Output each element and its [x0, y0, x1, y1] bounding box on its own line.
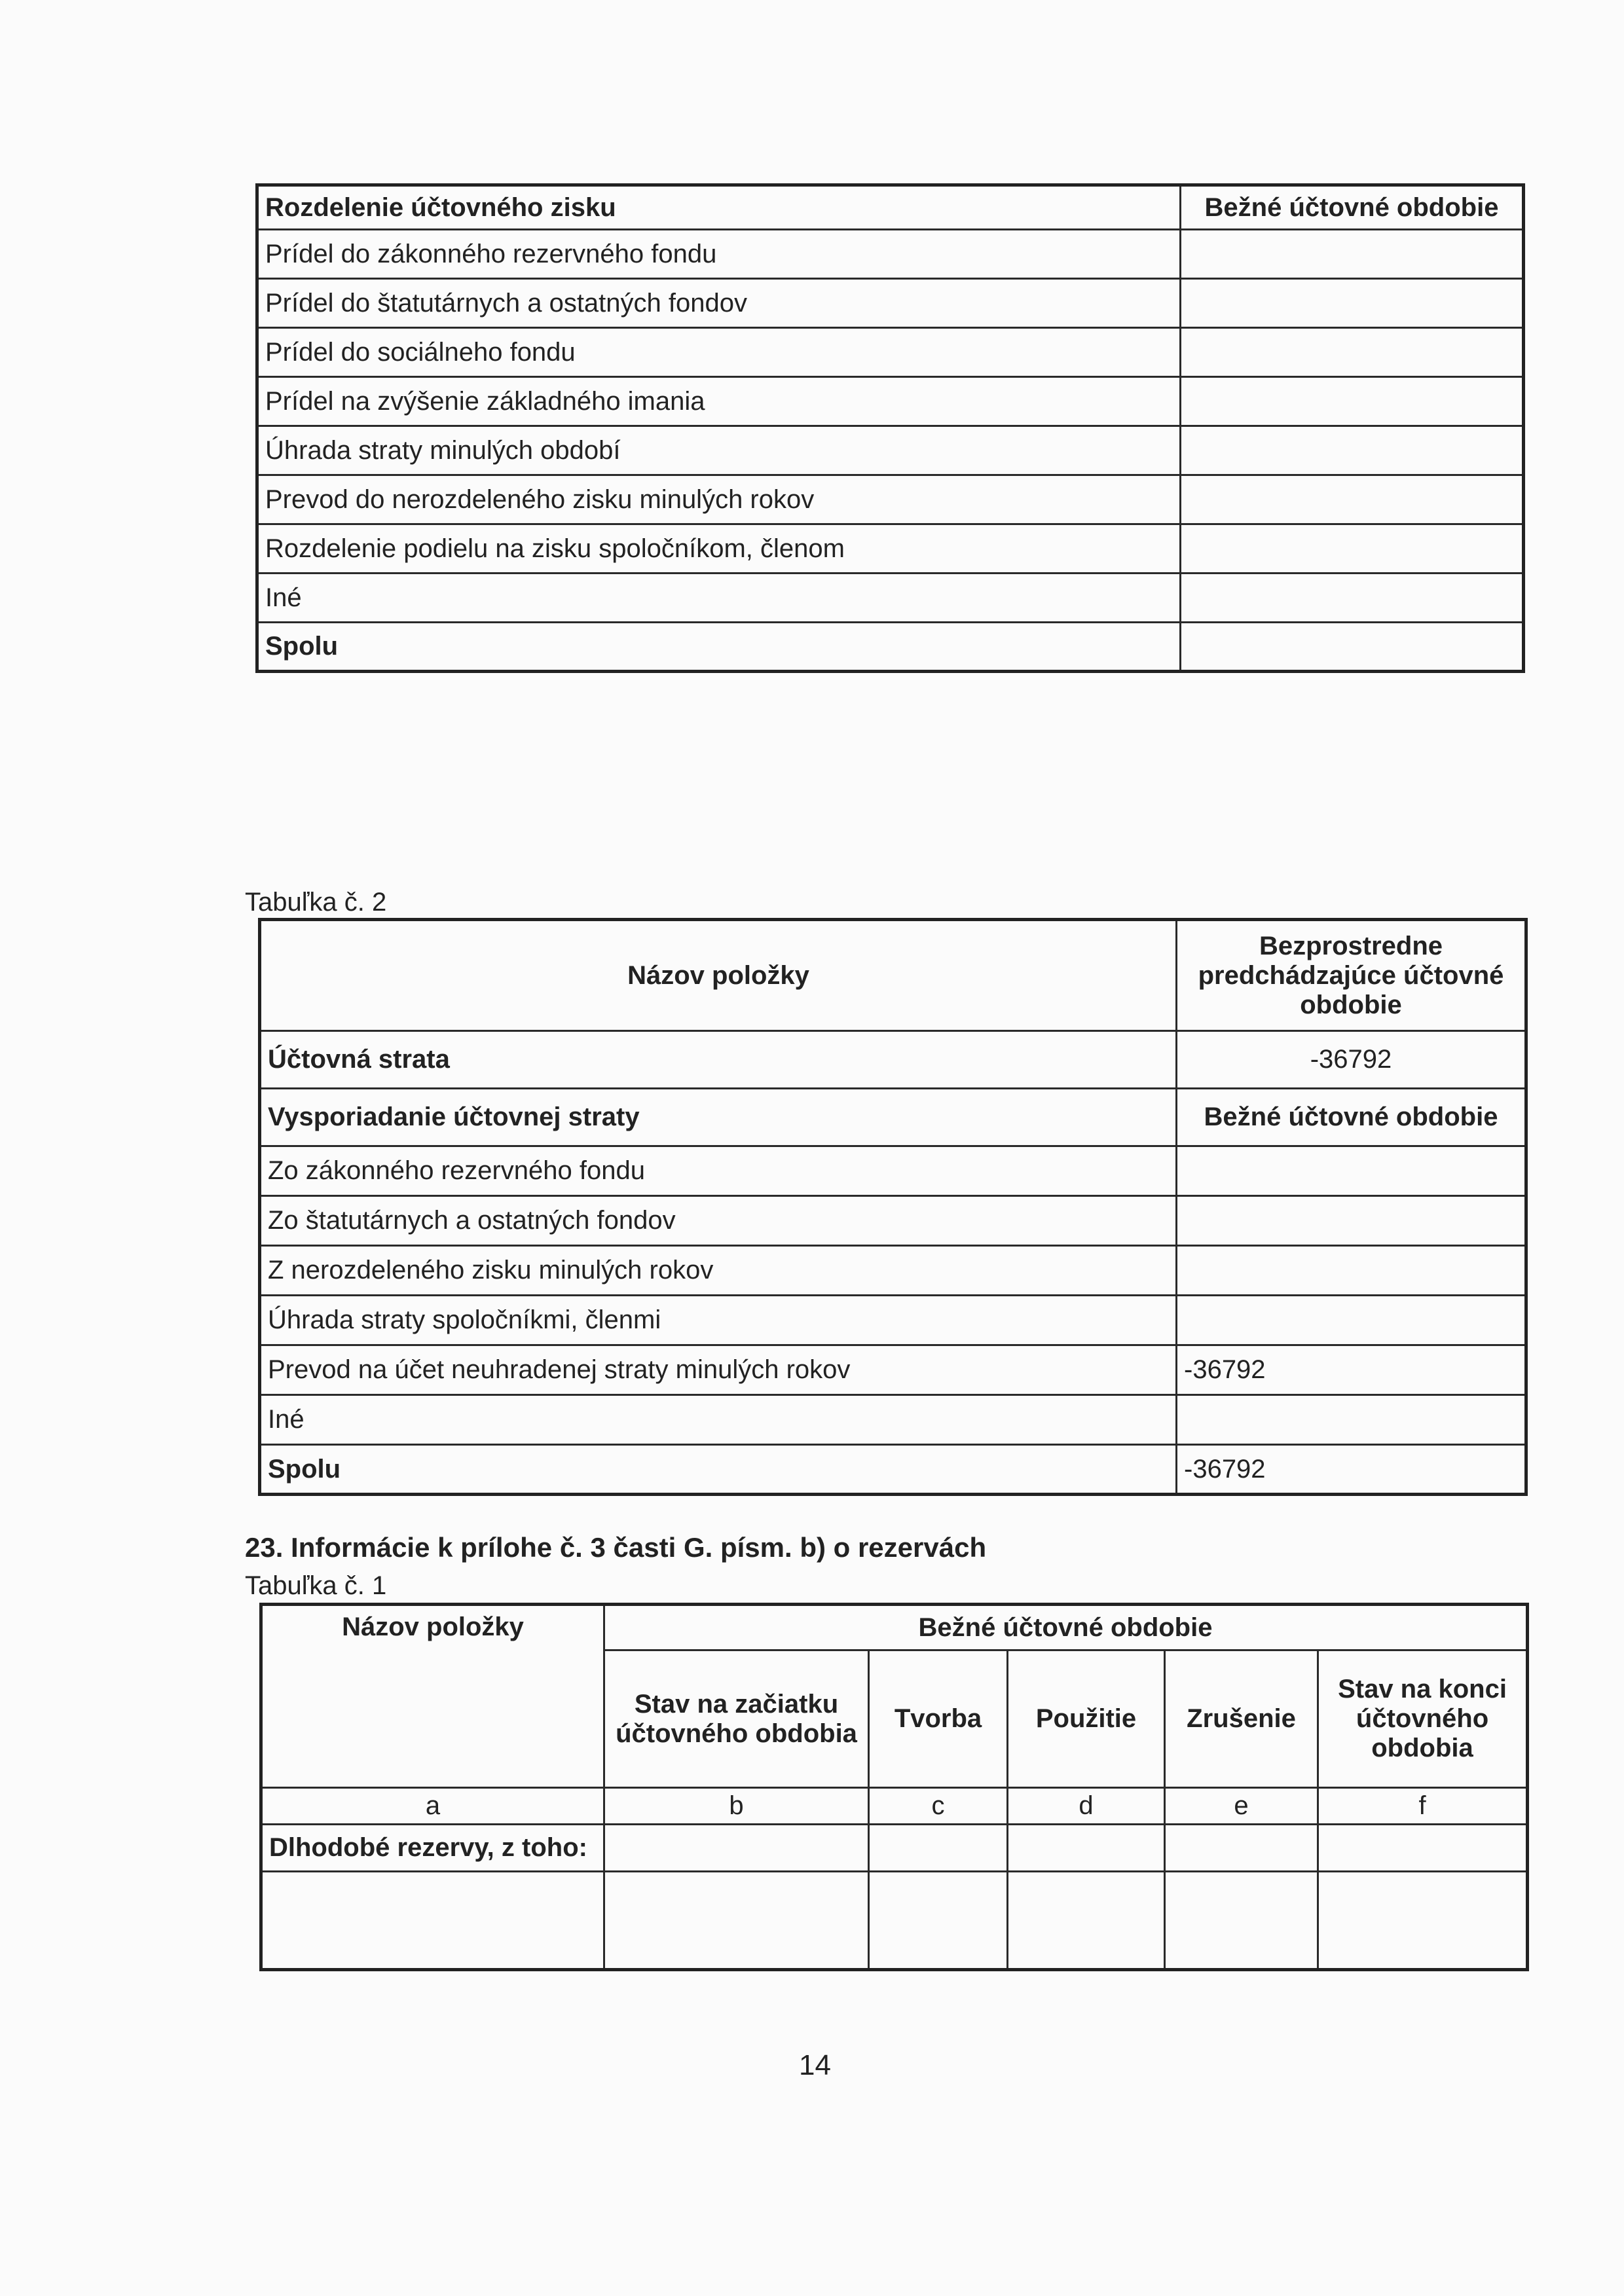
t3-col-end: Stav na konci účtovného obdobia	[1318, 1650, 1528, 1788]
t2-row-value	[1177, 1246, 1526, 1296]
t3-col-start: Stav na začiatku účtovného obdobia	[604, 1650, 869, 1788]
t3-cell	[1318, 1825, 1528, 1872]
t2-loss-value: -36792	[1177, 1031, 1526, 1089]
t2-row-label: Iné	[260, 1395, 1177, 1445]
t3-cell	[1318, 1872, 1528, 1970]
t3-cell	[1165, 1872, 1318, 1970]
t3-cell	[604, 1825, 869, 1872]
t2-row-value	[1177, 1296, 1526, 1345]
t2-row-value: -36792	[1177, 1345, 1526, 1395]
t1-total-label: Spolu	[257, 623, 1181, 672]
t1-row-value	[1181, 377, 1524, 426]
t1-row-label: Prídel do sociálneho fondu	[257, 328, 1181, 377]
t2-row-value	[1177, 1196, 1526, 1246]
t1-row-value	[1181, 328, 1524, 377]
section-23-title: 23. Informácie k prílohe č. 3 časti G. písm. b) o rezervách	[245, 1532, 987, 1563]
t2-row-label: Zo štatutárnych a ostatných fondov	[260, 1196, 1177, 1246]
t1-row-label: Rozdelenie podielu na zisku spoločníkom, členom	[257, 524, 1181, 574]
t1-header-left: Rozdelenie účtovného zisku	[257, 185, 1181, 230]
t3-cell	[1008, 1872, 1165, 1970]
t3-col-cancel: Zrušenie	[1165, 1650, 1318, 1788]
t3-cell	[261, 1872, 604, 1970]
t2-row-value	[1177, 1146, 1526, 1196]
profit-distribution-table	[255, 183, 1525, 673]
reserves-table	[259, 1603, 1529, 1971]
t1-row-label: Iné	[257, 574, 1181, 623]
t3-period-header: Bežné účtovné obdobie	[604, 1605, 1528, 1650]
t2-row-label: Úhrada straty spoločníkmi, členmi	[260, 1296, 1177, 1345]
t3-letter: b	[604, 1788, 869, 1825]
t1-row-value	[1181, 524, 1524, 574]
table3-caption: Tabuľka č. 1	[245, 1571, 387, 1600]
t3-letter: d	[1008, 1788, 1165, 1825]
t1-row-value	[1181, 279, 1524, 328]
t1-row-label: Prevod do nerozdeleného zisku minulých rokov	[257, 475, 1181, 524]
t2-prev-period-header: Bezprostredne predchádzajúce účtovné obdobie	[1177, 920, 1526, 1031]
t1-row-label: Úhrada straty minulých období	[257, 426, 1181, 475]
t3-row-label: Dlhodobé rezervy, z toho:	[261, 1825, 604, 1872]
t1-row-value	[1181, 475, 1524, 524]
t3-name-header: Názov položky	[261, 1605, 604, 1788]
t1-row-label: Prídel do zákonného rezervného fondu	[257, 230, 1181, 279]
t2-row-label: Prevod na účet neuhradenej straty minulých rokov	[260, 1345, 1177, 1395]
t3-cell	[604, 1872, 869, 1970]
t3-cell	[869, 1825, 1008, 1872]
t2-name-header: Názov položky	[260, 920, 1177, 1031]
t2-total-value: -36792	[1177, 1445, 1526, 1495]
t2-row-value	[1177, 1395, 1526, 1445]
page-number: 14	[799, 2049, 831, 2081]
t1-row-value	[1181, 230, 1524, 279]
t1-header-right: Bežné účtovné obdobie	[1181, 185, 1524, 230]
t2-total-label: Spolu	[260, 1445, 1177, 1495]
t3-col-usage: Použitie	[1008, 1650, 1165, 1788]
t3-cell	[1165, 1825, 1318, 1872]
t3-letter: f	[1318, 1788, 1528, 1825]
t3-col-creation: Tvorba	[869, 1650, 1008, 1788]
t3-cell	[869, 1872, 1008, 1970]
t2-row-label: Z nerozdeleného zisku minulých rokov	[260, 1246, 1177, 1296]
t2-loss-label: Účtovná strata	[260, 1031, 1177, 1089]
t2-current-period-header: Bežné účtovné obdobie	[1177, 1089, 1526, 1146]
t1-row-value	[1181, 574, 1524, 623]
t1-row-label: Prídel do štatutárnych a ostatných fondov	[257, 279, 1181, 328]
t2-settlement-label: Vysporiadanie účtovnej straty	[260, 1089, 1177, 1146]
loss-settlement-table	[258, 918, 1528, 1496]
t1-row-value	[1181, 426, 1524, 475]
t3-letter: a	[261, 1788, 604, 1825]
t2-row-label: Zo zákonného rezervného fondu	[260, 1146, 1177, 1196]
t3-cell	[1008, 1825, 1165, 1872]
t3-letter: c	[869, 1788, 1008, 1825]
t1-row-label: Prídel na zvýšenie základného imania	[257, 377, 1181, 426]
t1-total-value	[1181, 623, 1524, 672]
t3-letter: e	[1165, 1788, 1318, 1825]
table2-caption: Tabuľka č. 2	[245, 888, 387, 917]
